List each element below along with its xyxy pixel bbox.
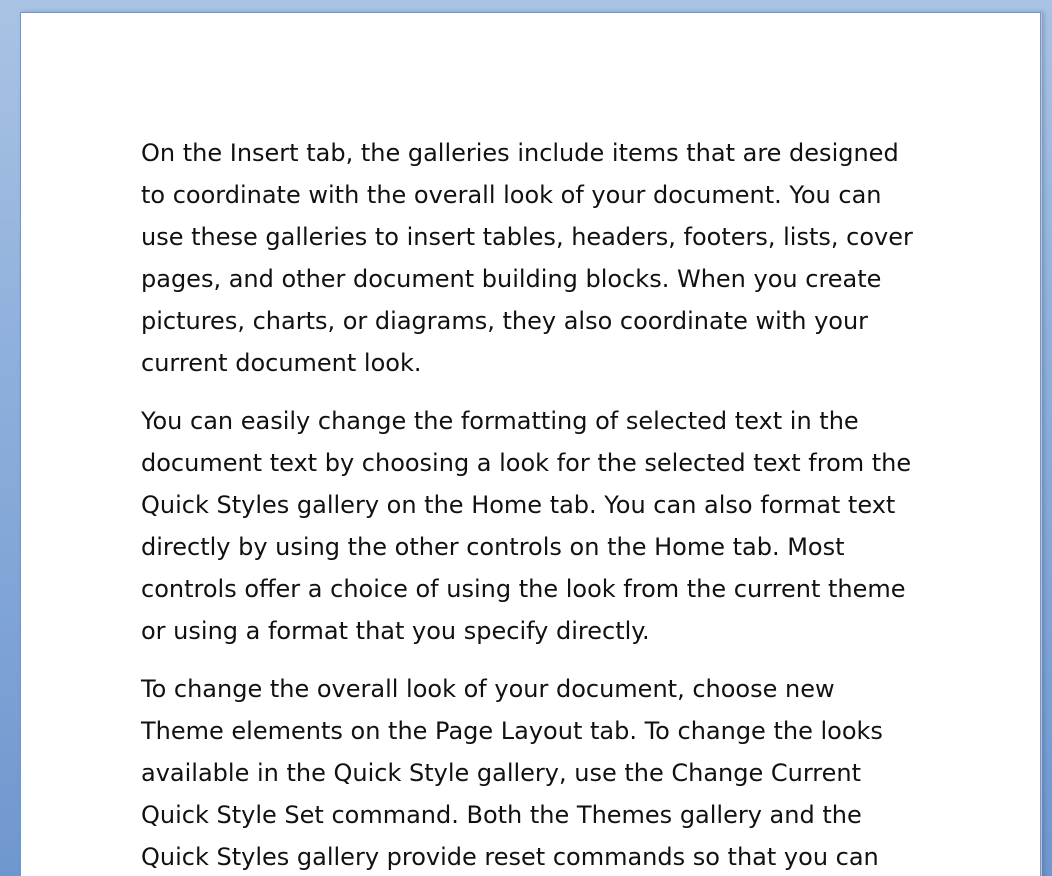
text-line: pictures, charts, or diagrams, they also coordinate with your bbox=[141, 307, 869, 335]
document-page[interactable] bbox=[20, 12, 1041, 876]
text-line: Quick Style Set command. Both the Themes gallery and the bbox=[141, 801, 862, 829]
text-line: document text by choosing a look for the selected text from the bbox=[141, 449, 912, 477]
text-line: or using a format that you specify directly. bbox=[141, 617, 650, 645]
text-line: to coordinate with the overall look of your document. You can bbox=[141, 181, 882, 209]
paragraph-3[interactable] bbox=[141, 668, 941, 876]
text-line: Quick Styles gallery provide reset commands so that you can bbox=[141, 843, 879, 871]
paragraph-1[interactable] bbox=[141, 132, 941, 384]
text-line: Quick Styles gallery on the Home tab. You can also format text bbox=[141, 491, 896, 519]
paragraph-2[interactable] bbox=[141, 400, 941, 652]
text-line: use these galleries to insert tables, headers, footers, lists, cover bbox=[141, 223, 913, 251]
text-line: controls offer a choice of using the look from the current theme bbox=[141, 575, 906, 603]
text-line: To change the overall look of your document, choose new bbox=[141, 675, 835, 703]
text-line: directly by using the other controls on the Home tab. Most bbox=[141, 533, 845, 561]
text-line: You can easily change the formatting of selected text in the bbox=[141, 407, 859, 435]
text-line: available in the Quick Style gallery, use the Change Current bbox=[141, 759, 862, 787]
document-body[interactable] bbox=[141, 132, 941, 876]
text-line: On the Insert tab, the galleries include items that are designed bbox=[141, 139, 899, 167]
text-line: pages, and other document building blocks. When you create bbox=[141, 265, 882, 293]
text-line: Theme elements on the Page Layout tab. To change the looks bbox=[141, 717, 883, 745]
text-line: current document look. bbox=[141, 349, 422, 377]
